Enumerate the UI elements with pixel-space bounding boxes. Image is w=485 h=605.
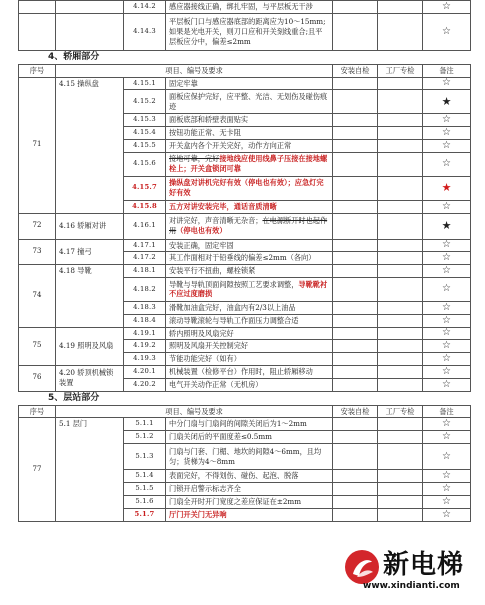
remark-mark: ☆: [423, 509, 471, 522]
item-text: 厅门开关门无异响: [166, 509, 333, 522]
remark-mark: ☆: [423, 418, 471, 431]
header-install: 安装自检: [333, 405, 378, 418]
factory-check-cell[interactable]: [378, 470, 423, 483]
table-row: [19, 327, 471, 340]
remark-mark: ☆: [423, 277, 471, 301]
brand-watermark: [345, 548, 475, 592]
item-code: 4.17.1: [124, 239, 166, 252]
header-factory: 工厂专检: [378, 64, 423, 77]
install-check-cell[interactable]: [333, 378, 378, 391]
remark-mark: ☆: [423, 444, 471, 470]
install-check-cell[interactable]: [333, 252, 378, 265]
install-check-cell[interactable]: [333, 470, 378, 483]
remark-mark: ☆: [423, 239, 471, 252]
item-code: 4.15.7: [124, 176, 166, 200]
section-title-landing: 5、层站部分: [48, 392, 100, 403]
table-row: [19, 77, 471, 90]
factory-check-cell[interactable]: [378, 200, 423, 213]
install-check-cell[interactable]: [333, 509, 378, 522]
inspection-page: [18, 0, 470, 522]
header-no: 序号: [19, 405, 56, 418]
struck-text: 在电源断开时也起作用: [169, 216, 328, 236]
install-check-cell[interactable]: [333, 431, 378, 444]
item-code: 4.17.2: [124, 252, 166, 265]
group-number: 75: [19, 327, 56, 365]
group-name: 4.17 撞弓: [56, 239, 124, 265]
factory-check-cell[interactable]: [378, 365, 423, 378]
item-code: 4.19.2: [124, 340, 166, 353]
remark-mark: ☆: [423, 431, 471, 444]
group-name: 4.20 轿顶机械锁装置: [56, 365, 124, 391]
item-text: 门扇全开时开门宽度之差应保证在±2mm: [166, 496, 333, 509]
install-check-cell[interactable]: [333, 90, 378, 114]
header-factory: 工厂专检: [378, 405, 423, 418]
remark-mark: ☆: [423, 496, 471, 509]
item-code: 4.14.3: [124, 13, 166, 50]
group-number: 73: [19, 239, 56, 265]
table-row: [19, 13, 471, 50]
car-section-table: [18, 64, 471, 392]
install-check-cell[interactable]: [333, 127, 378, 140]
install-check-cell[interactable]: [333, 176, 378, 200]
struck-text: 接地可靠，完好: [169, 154, 220, 164]
factory-check-cell[interactable]: [378, 265, 423, 278]
group-name: 4.18 导靴: [56, 265, 124, 327]
install-check-cell[interactable]: [333, 239, 378, 252]
factory-check-cell[interactable]: [378, 378, 423, 391]
remark-mark: ☆: [423, 114, 471, 127]
top-continuation-table: [18, 0, 471, 51]
item-code: 4.20.1: [124, 365, 166, 378]
brand-url: www.xindianti.com: [363, 581, 460, 591]
item-text: 门扇与门套、门楣、地坎的间隙4～6mm，且均匀；货梯为4～8mm: [166, 444, 333, 470]
install-check-cell[interactable]: [333, 77, 378, 90]
brand-name: 新电梯: [383, 550, 465, 580]
item-code: 4.15.8: [124, 200, 166, 213]
item-text: 电气开关动作正常（无机房）: [166, 378, 333, 391]
item-text: 中分门扇与门扇间的间隙关闭后为1～2mm: [166, 418, 333, 431]
item-text: 五方对讲安装完毕，通话音质清晰: [166, 200, 333, 213]
item-code: 4.14.2: [124, 1, 166, 14]
factory-check-cell[interactable]: [378, 301, 423, 314]
remark-mark: ☆: [423, 365, 471, 378]
item-text: 滑靴加油盒完好，油盒内有2/3以上油品: [166, 301, 333, 314]
install-check-cell[interactable]: [333, 418, 378, 431]
item-text: 门扇关闭后的平面度差≤0.5mm: [166, 431, 333, 444]
install-check-cell[interactable]: [333, 314, 378, 327]
remark-mark: ★: [423, 90, 471, 114]
install-check-cell[interactable]: [333, 265, 378, 278]
emphasized-text: （停电也有效）: [176, 226, 227, 236]
item-text: 平层板门口与感应器底部的距离应为10～15mm;如果是光电开关，则刀口应和开关刻线重合;且平层板应分中，偏差≤2mm: [166, 13, 333, 50]
install-check-cell[interactable]: [333, 277, 378, 301]
factory-check-cell[interactable]: [378, 1, 423, 14]
factory-check-cell[interactable]: [378, 418, 423, 431]
header-no: 序号: [19, 64, 56, 77]
emphasized-text: 接地线应使用线鼻子压接在接地螺栓上；开关盒锁闭可靠: [169, 154, 328, 174]
remark-mark: ☆: [423, 483, 471, 496]
item-text: 节能功能完好（如有）: [166, 353, 333, 366]
install-check-cell[interactable]: [333, 213, 378, 239]
install-check-cell[interactable]: [333, 139, 378, 152]
factory-check-cell[interactable]: [378, 213, 423, 239]
factory-check-cell[interactable]: [378, 277, 423, 301]
item-code: 4.15.3: [124, 114, 166, 127]
group-number: 77: [19, 418, 56, 522]
item-code: 4.19.3: [124, 353, 166, 366]
group-number: 72: [19, 213, 56, 239]
header-row: [19, 64, 471, 77]
install-check-cell[interactable]: [333, 353, 378, 366]
factory-check-cell[interactable]: [378, 431, 423, 444]
group-name: 4.19 照明及风扇: [56, 327, 124, 365]
item-text: 滚动导靴滚轮与导轨工作面压力调整合适: [166, 314, 333, 327]
table-row: [19, 239, 471, 252]
item-code: 5.1.3: [124, 444, 166, 470]
item-code: 5.1.7: [124, 509, 166, 522]
item-text: 感应器接线正确，绑扎牢固，与平层板无干涉: [166, 1, 333, 14]
header-row: [19, 405, 471, 418]
item-code: 4.15.2: [124, 90, 166, 114]
table-row: [19, 418, 471, 431]
install-check-cell[interactable]: [333, 444, 378, 470]
item-text: [166, 277, 333, 301]
install-check-cell[interactable]: [333, 340, 378, 353]
item-code: 4.16.1: [124, 213, 166, 239]
remark-mark: ★: [423, 176, 471, 200]
remark-mark: ★: [423, 213, 471, 239]
item-code: 5.1.2: [124, 431, 166, 444]
item-code: 4.15.1: [124, 77, 166, 90]
group-number: 74: [19, 265, 56, 327]
brand-logo-icon: [345, 550, 379, 584]
remark-mark: ☆: [423, 13, 471, 50]
remark-mark: ☆: [423, 200, 471, 213]
factory-check-cell[interactable]: [378, 353, 423, 366]
remark-mark: ☆: [423, 470, 471, 483]
header-item: 项目、编号及要求: [56, 64, 333, 77]
install-check-cell[interactable]: [333, 496, 378, 509]
remark-mark: ☆: [423, 378, 471, 391]
factory-check-cell[interactable]: [378, 139, 423, 152]
table-row: [19, 1, 471, 14]
item-code: 4.20.2: [124, 378, 166, 391]
factory-check-cell[interactable]: [378, 509, 423, 522]
factory-check-cell[interactable]: [378, 239, 423, 252]
factory-check-cell[interactable]: [378, 176, 423, 200]
item-text: 其工作面相对于铅垂线的偏差≤2mm（各向）: [166, 252, 333, 265]
remark-mark: ☆: [423, 327, 471, 340]
factory-check-cell[interactable]: [378, 340, 423, 353]
install-check-cell[interactable]: [333, 301, 378, 314]
install-check-cell[interactable]: [333, 1, 378, 14]
landing-section-table: [18, 405, 471, 523]
item-code: 4.18.1: [124, 265, 166, 278]
item-code: 4.15.4: [124, 127, 166, 140]
remark-mark: ☆: [423, 252, 471, 265]
header-item: 项目、编号及要求: [56, 405, 333, 418]
remark-mark: ☆: [423, 353, 471, 366]
item-code: 4.18.2: [124, 277, 166, 301]
remark-mark: ☆: [423, 152, 471, 176]
plain-text: 对讲完好，声音清晰无杂音；: [169, 216, 263, 226]
remark-mark: ☆: [423, 301, 471, 314]
install-check-cell[interactable]: [333, 114, 378, 127]
item-text: 开关盒内各个开关完好，动作方向正常: [166, 139, 333, 152]
group-number: 76: [19, 365, 56, 391]
item-text: 机械装置（检修平台）作用时，阻止轿厢移动: [166, 365, 333, 378]
install-check-cell[interactable]: [333, 152, 378, 176]
remark-mark: ☆: [423, 127, 471, 140]
item-text: 安装平行不扭曲，螺栓锁紧: [166, 265, 333, 278]
item-code: 5.1.4: [124, 470, 166, 483]
factory-check-cell[interactable]: [378, 314, 423, 327]
item-code: 5.1.6: [124, 496, 166, 509]
item-text: 按钮功能正常、无卡阻: [166, 127, 333, 140]
item-text: 照明及风扇开关控制完好: [166, 340, 333, 353]
table-row: [19, 213, 471, 239]
factory-check-cell[interactable]: [378, 77, 423, 90]
remark-mark: ☆: [423, 1, 471, 14]
install-check-cell[interactable]: [333, 483, 378, 496]
factory-check-cell[interactable]: [378, 252, 423, 265]
install-check-cell[interactable]: [333, 327, 378, 340]
item-code: 4.15.6: [124, 152, 166, 176]
item-text: 面板应保护完好，应平整、光洁、无划伤及碰伤痕迹: [166, 90, 333, 114]
item-text: [166, 152, 333, 176]
remark-mark: ☆: [423, 77, 471, 90]
item-text: 表面完好，不得划伤、碰伤、起泡、脱落: [166, 470, 333, 483]
section-title-car: 4、轿厢部分: [48, 51, 100, 62]
item-text: 固定牢靠: [166, 77, 333, 90]
table-row: [19, 365, 471, 378]
install-check-cell[interactable]: [333, 365, 378, 378]
install-check-cell[interactable]: [333, 200, 378, 213]
group-number: 71: [19, 77, 56, 213]
plain-text: 导靴与导轨顶面间隙按照工艺要求调整，: [169, 279, 299, 289]
emphasized-text: 导靴靴衬不应过度磨损: [169, 279, 328, 299]
item-text: 面板底部和轿壁表面贴实: [166, 114, 333, 127]
item-code: 4.18.3: [124, 301, 166, 314]
item-text: 轿内照明及风扇完好: [166, 327, 333, 340]
table-row: [19, 265, 471, 278]
group-name: 4.16 轿厢对讲: [56, 213, 124, 239]
item-text: 操纵盘对讲机完好有效（停电也有效）；应急灯完好有效: [166, 176, 333, 200]
factory-check-cell[interactable]: [378, 90, 423, 114]
group-name: 4.15 操纵盘: [56, 77, 124, 213]
brand-swirl-icon: [345, 550, 379, 584]
header-install: 安装自检: [333, 64, 378, 77]
item-text: [166, 213, 333, 239]
remark-mark: ☆: [423, 314, 471, 327]
factory-check-cell[interactable]: [378, 483, 423, 496]
group-name: 5.1 层门: [56, 418, 124, 522]
item-code: 4.18.4: [124, 314, 166, 327]
header-remark: 备注: [423, 64, 471, 77]
factory-check-cell[interactable]: [378, 444, 423, 470]
item-code: 5.1.5: [124, 483, 166, 496]
item-text: 安装正确，固定牢固: [166, 239, 333, 252]
factory-check-cell[interactable]: [378, 127, 423, 140]
item-code: 4.15.5: [124, 139, 166, 152]
install-check-cell[interactable]: [333, 13, 378, 50]
factory-check-cell[interactable]: [378, 327, 423, 340]
factory-check-cell[interactable]: [378, 114, 423, 127]
factory-check-cell[interactable]: [378, 152, 423, 176]
factory-check-cell[interactable]: [378, 496, 423, 509]
factory-check-cell[interactable]: [378, 13, 423, 50]
remark-mark: ☆: [423, 265, 471, 278]
header-remark: 备注: [423, 405, 471, 418]
item-text: 门锁开启警示标志齐全: [166, 483, 333, 496]
remark-mark: ☆: [423, 139, 471, 152]
remark-mark: ☆: [423, 340, 471, 353]
item-code: 4.19.1: [124, 327, 166, 340]
item-code: 5.1.1: [124, 418, 166, 431]
